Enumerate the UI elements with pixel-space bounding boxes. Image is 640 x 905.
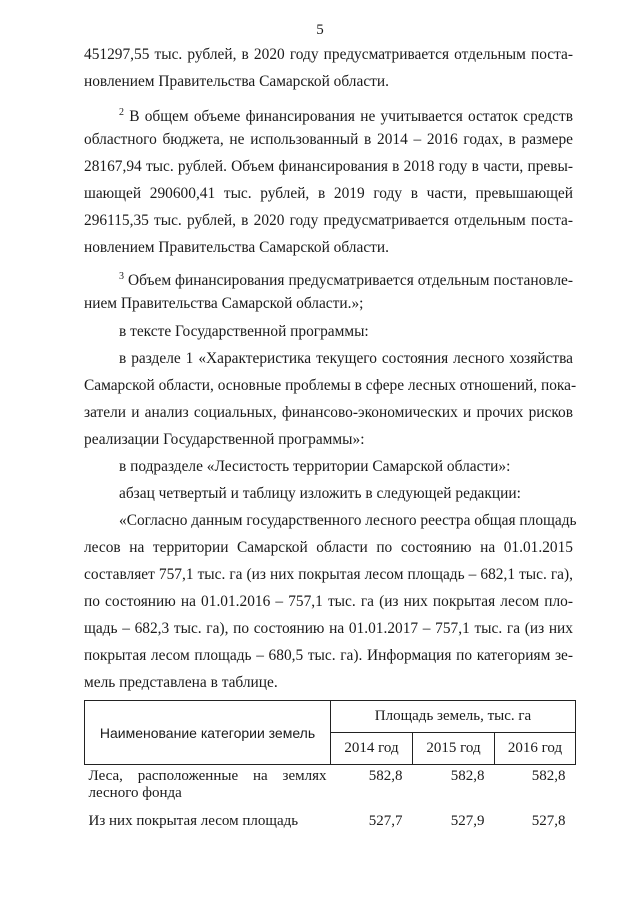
text-line: в подразделе «Лесистость территории Самарской области»:: [119, 458, 511, 475]
table-cell: 582,8: [368, 768, 403, 784]
table-cell: 527,9: [450, 812, 485, 829]
table-cell: 527,8: [531, 812, 566, 829]
text-line: областного бюджета, не использованный в 2014 – 2016 годах, в размере: [84, 131, 573, 148]
text-span: Объем финансирования предусматривается отдельным постановле-: [127, 272, 573, 289]
land-category-table: [84, 700, 576, 837]
text-line: 451297,55 тыс. рублей, в 2020 году предусматривается отдельным поста-: [84, 46, 573, 63]
row-label-line: лесного фонда: [88, 785, 182, 801]
name-header: Наименование категории земель: [85, 701, 331, 765]
text-line: нием Правительства Самарской области.»;: [84, 295, 364, 312]
text-span: В общем объеме финансирования не учитывается остаток средств: [129, 108, 573, 125]
text-line: новлением Правительства Самарской области.: [84, 73, 389, 90]
text-line: затели и анализ социальных, финансово-экономических и прочих рисков: [84, 404, 573, 421]
text-line: шающей 290600,41 тыс. рублей, в 2019 году в части, превышающей: [84, 185, 573, 202]
year-header: 2016 год: [495, 733, 576, 765]
row-label-line: Леса, расположенные на землях: [88, 768, 327, 784]
text-line: мель представлена в таблице.: [84, 674, 278, 691]
text-line: абзац четвертый и таблицу изложить в следующей редакции:: [119, 485, 521, 502]
text-line: лесов на территории Самарской области по состоянию на 01.01.2015: [84, 539, 573, 556]
table-cell: 527,7: [368, 812, 403, 829]
text-line: в тексте Государственной программы:: [119, 323, 369, 340]
table-cell: 582,8: [450, 768, 485, 784]
text-line: 28167,94 тыс. рублей. Объем финансирования в 2018 году в части, превы-: [84, 158, 573, 175]
text-line: покрытая лесом площадь – 680,5 тыс. га). Информация по категориям зе-: [84, 647, 573, 664]
table-cell: 582,8: [531, 768, 566, 784]
text-line: Самарской области, основные проблемы в сфере лесных отношений, пока-: [84, 377, 577, 394]
text-line: 296115,35 тыс. рублей, в 2020 году предусматривается отдельным поста-: [84, 212, 573, 229]
footnote-mark: 2: [119, 107, 124, 118]
text-line: реализации Государственной программы»:: [84, 431, 365, 448]
footnote-mark: 3: [119, 271, 124, 282]
footnote-line: [119, 103, 573, 127]
table-row: [85, 809, 576, 837]
row-label: [85, 765, 331, 809]
year-header: 2015 год: [413, 733, 495, 765]
text-line: новлением Правительства Самарской области.: [84, 239, 389, 256]
page-number: 5: [316, 22, 324, 38]
table-row: [85, 765, 576, 809]
year-header: 2014 год: [331, 733, 413, 765]
row-label-line: Из них покрытая лесом площадь: [88, 812, 299, 829]
area-header: Площадь земель, тыс. га: [331, 701, 576, 733]
text-line: составляет 757,1 тыс. га (из них покрытая лесом площадь – 682,1 тыс. га),: [84, 566, 573, 583]
text-line: в разделе 1 «Характеристика текущего состояния лесного хозяйства: [119, 350, 573, 367]
row-label: [85, 809, 331, 837]
text-line: щадь – 682,3 тыс. га), по состоянию на 01.01.2017 – 757,1 тыс. га (из них: [84, 620, 573, 637]
text-line: по состоянию на 01.01.2016 – 757,1 тыс. га (из них покрытая лесом пло-: [84, 593, 573, 610]
text-line: «Согласно данным государственного лесного реестра общая площадь: [119, 512, 577, 529]
footnote-line: [119, 267, 573, 291]
